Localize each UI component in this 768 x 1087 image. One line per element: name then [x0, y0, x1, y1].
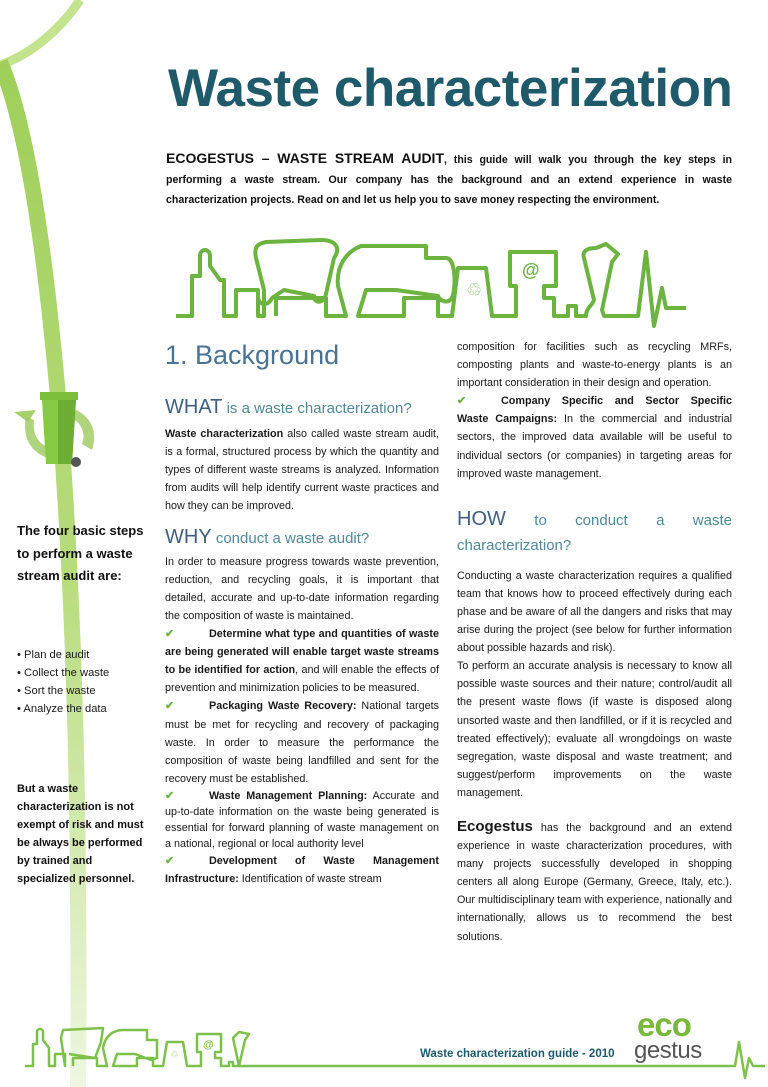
right-column	[457, 338, 732, 946]
why-bullet	[165, 697, 439, 787]
what-paragraph	[165, 425, 439, 515]
section-heading-background: 1. Background	[165, 340, 340, 370]
footer-caption: Waste characterization guide - 2010	[420, 1048, 615, 1060]
what-heading-small: is a waste characterization?	[222, 400, 412, 417]
how-heading-big: HOW	[457, 507, 506, 530]
company-text: has the background and an extend experience in waste characterization procedures, with many projects successfully developed in shopping centers all along Europe (Germany, Greece, Italy, etc.). Our multidisciplinary team with experience, nationally and internationally, allows us to recommend the best solutions.	[457, 821, 732, 943]
step-item: • Analyze the data	[17, 700, 157, 718]
bullet-bold: Company Specific and Sector Specific Waste Campaigns:	[457, 395, 732, 426]
what-heading	[165, 398, 439, 419]
left-column	[165, 398, 439, 888]
bullet-text: National targets must be met for recycling and recovery of packaging waste. In order to measure the performance the composition of waste being landfilled and sent for the recovery must be established.	[165, 700, 439, 785]
step-item: • Collect the waste	[17, 664, 157, 682]
why-heading-small: conduct a waste audit?	[211, 529, 370, 547]
checkmark-icon: ✔	[165, 854, 175, 867]
sidebar-risk-note: But a waste characterization is not exempt of risk and must be always be performed by trained and specialized personnel.	[17, 783, 144, 886]
why-continued: composition for facilities such as recycling MRFs, composting plants and waste-to-energy plants is an important consideration in their design and operation.	[457, 341, 732, 390]
recycle-bin-illustration	[6, 372, 106, 472]
checkmark-icon: ✔	[165, 628, 175, 641]
bullet-bold: Determine what type and quantities of waste are being generated will enable target waste streams to be identified for action	[165, 628, 439, 677]
checkmark-icon: ✔	[165, 700, 175, 713]
checkmark-icon: ✔	[457, 395, 467, 408]
what-heading-big: WHAT	[165, 396, 223, 418]
page-title: Waste characterization	[168, 59, 733, 118]
why-bullet	[165, 852, 439, 888]
intro-lead: ECOGESTUS – WASTE STREAM AUDIT	[166, 150, 444, 166]
why-bullet	[165, 788, 439, 852]
why-bullet	[165, 625, 439, 697]
bullet-bold: Packaging Waste Recovery:	[209, 700, 357, 713]
why-heading	[165, 525, 439, 549]
company-lead: Ecogestus	[457, 817, 533, 835]
at-icon: @	[203, 1039, 214, 1051]
why-paragraph: In order to measure progress towards waste prevention, reduction, and recycling goals, it is important that detailed, accurate and up-to-date information regarding the composition of waste is maintained.	[165, 555, 439, 622]
intro-paragraph	[166, 148, 732, 210]
how-paragraph-1: Conducting a waste characterization requires a qualified team that knows how to proceed effectively during each phase and be aware of all the dangers and risks that may arise during the project (see below for further information about possible hazards and risk).	[457, 569, 732, 655]
recycle-icon: ♲	[466, 280, 483, 300]
what-lead: Waste characterization	[165, 428, 284, 441]
logo-gestus: gestus	[634, 1037, 702, 1064]
bullet-text: Identification of waste stream	[238, 872, 382, 885]
sidebar-heading: The four basic steps to perform a waste stream audit are:	[17, 523, 144, 583]
step-item: • Sort the waste	[17, 682, 157, 700]
waste-skyline-illustration	[176, 218, 736, 336]
how-heading-small: to conduct a waste characterization?	[457, 511, 732, 554]
why-bullet	[457, 392, 732, 482]
bullet-text: In the commercial and industrial sectors, the improved data available will be useful to individual sectors (or companies) in targeting areas for improved waste management.	[457, 413, 732, 480]
step-item: • Plan de audit	[17, 646, 157, 664]
logo-eco: eco	[637, 1006, 691, 1043]
what-text: also called waste stream audit, is a formal, structured process by which the quantity and types of different waste streams is analyzed. Information from audits will help identify current waste practices and how they can be improved.	[165, 428, 439, 513]
recycle-icon: ♲	[170, 1050, 179, 1061]
company-paragraph	[457, 818, 732, 946]
at-icon: @	[522, 260, 540, 280]
bullet-text: , and will enable the effects of prevention and minimization policies to be measured.	[165, 664, 439, 695]
how-heading	[457, 507, 732, 559]
bullet-text: Accurate and up-to-date information on the waste being generated is essential for forward planning of waste management on a national, regional or local authority level	[165, 789, 440, 850]
intro-text: , this guide will walk you through the key steps in performing a waste stream. Our company has the background and an extend experience in waste characterization projects. Read on and let us help you to save money respecting the environment.	[166, 154, 732, 206]
bullet-bold: Waste Management Planning:	[209, 789, 368, 802]
how-paragraph-2: To perform an accurate analysis is necessary to know all possible waste sources and their nature; control/audit all the present waste flows (if waste is disposed along unsorted waste and then landfilled, or if it is recycled and treated effectively); evaluate all wrongdoings on waste segregation, waste disposal and waste treatment; and suggest/perform improvements on the waste management.	[457, 660, 732, 799]
sidebar-steps-list	[17, 646, 157, 718]
bullet-bold: Development of Waste Management Infrastructure:	[165, 854, 439, 885]
checkmark-icon: ✔	[165, 789, 175, 802]
why-heading-big: WHY	[165, 525, 212, 548]
